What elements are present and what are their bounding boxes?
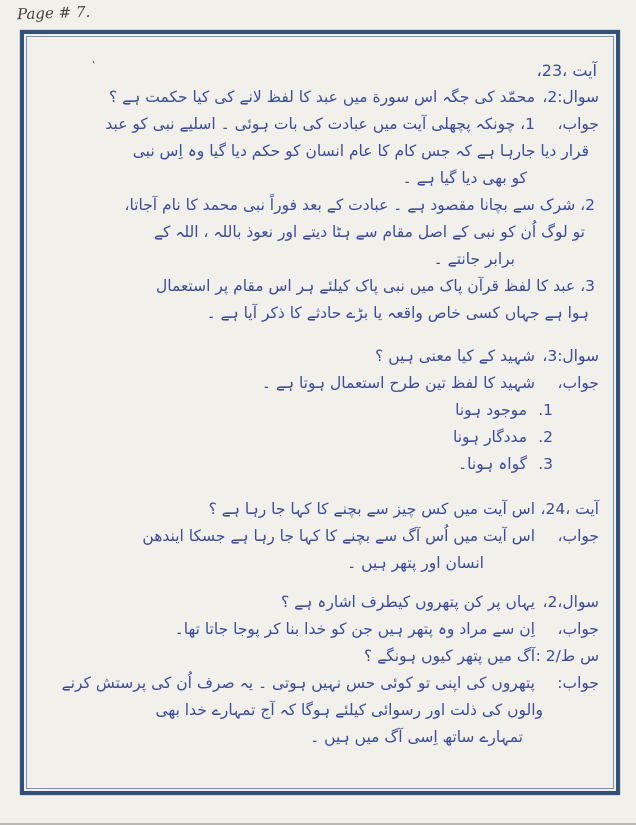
qa-label: س ط/2 :: [535, 647, 599, 665]
text-line: [49, 593, 599, 612]
text-line: [49, 196, 599, 215]
text-line: [49, 554, 599, 573]
qa-label: سوال:2،: [542, 88, 599, 106]
qa-label: سوال،2،: [542, 593, 599, 611]
qa-label: سوال:3،: [542, 347, 599, 365]
line-text: شہید کا لفظ تین طرح استعمال ہوتا ہے ۔: [261, 374, 535, 392]
text-line: [49, 374, 599, 393]
line-text: یہاں پر کن پتھروں کیطرف اشارہ ہے ؟: [281, 593, 535, 611]
text-line: [49, 142, 599, 161]
line-text: پتھروں کی اپنی تو کوئی حس نہیں ہوتی ۔ یہ صرف اُن کی پرستش کرنے: [61, 674, 535, 692]
list-number: 3.: [538, 455, 553, 473]
line-text: 2، شرک سے بچانا مقصود ہے ۔ عبادت کے بعد فوراً نبی محمد کا نام آجاتا،: [124, 196, 595, 214]
text-line: [49, 728, 599, 747]
text-line: [49, 674, 599, 693]
qa-label: جواب،: [557, 115, 599, 133]
line-text: 1، چونکہ پچھلی آیت میں عبادت کی بات ہوئی ۔ اسلیے نبی کو عبد: [105, 115, 535, 133]
line-text: مددگار ہونا: [453, 428, 527, 446]
qa-label: جواب،: [557, 374, 599, 392]
stray-pen-mark: ‵: [92, 60, 95, 75]
qa-label: جواب،: [557, 527, 599, 545]
line-text: گواہ ہونا۔: [458, 455, 527, 473]
text-line: [49, 347, 599, 366]
text-line: [49, 277, 599, 296]
line-text: برابر جانتے ۔: [433, 250, 515, 268]
line-text: محمّد کی جگہ اس سورة میں عبد کا لفظ لانے کی کیا حکمت ہے ؟: [109, 88, 535, 106]
line-text: والوں کی ذلت اور رسوائی کیلئے ہوگا کہ آج تمہارے خدا بھی: [155, 701, 543, 719]
line-text: ہوا ہے جہاں کسی خاص واقعہ یا بڑے حادثے کا ذکر آیا ہے ۔: [206, 304, 589, 322]
text-line: [49, 115, 599, 134]
text-line: [49, 88, 599, 107]
page-border-inner-line: [26, 36, 614, 789]
line-text: کو بھی دیا گیا ہے ۔: [402, 169, 527, 187]
text-line: [49, 500, 599, 519]
text-line: [49, 401, 599, 420]
line-text: تو لوگ اُن کو نبی کے اصل مقام سے ہٹا دیتے اور نعوذ باللہ ، اللہ کے: [153, 223, 585, 241]
line-text: موجود ہونا: [455, 401, 527, 419]
text-line: [49, 701, 599, 720]
text-line: [49, 527, 599, 546]
text-line: [49, 169, 599, 188]
ayat-heading: [49, 61, 599, 80]
line-text: اس آیت میں کس چیز سے بچنے کا کہا جا رہا ہے ؟: [208, 500, 535, 518]
text-line: [49, 250, 599, 269]
text-line: [49, 428, 599, 447]
line-text: آگ میں پتھر کیوں ہونگے ؟: [364, 647, 535, 665]
line-text: اِن سے مراد وہ پتھر ہیں جن کو خدا بنا کر پوجا جاتا تھا۔: [174, 620, 535, 638]
text-line: [49, 647, 599, 666]
document-content: [27, 37, 613, 763]
qa-label: جواب:: [557, 674, 599, 692]
text-line: [49, 304, 599, 323]
list-number: 2.: [538, 428, 553, 446]
line-text: اس آیت میں اُس آگ سے بچنے کا کہا جا رہا ہے جسکا ایندھن: [142, 527, 535, 545]
text-line: [49, 455, 599, 474]
qa-label: جواب،: [557, 620, 599, 638]
line-text: آیت ،23،: [536, 61, 597, 80]
page-border-frame: [20, 30, 620, 795]
line-text: شہید کے کیا معنی ہیں ؟: [375, 347, 535, 365]
text-line: [49, 223, 599, 242]
line-text: قرار دیا جارہا ہے کہ جس کام کا عام انسان کو حکم دیا گیا وہ اِس نبی: [132, 142, 589, 160]
line-text: انسان اور پتھر ہیں ۔: [347, 554, 484, 572]
list-number: 1.: [538, 401, 553, 419]
text-line: [49, 620, 599, 639]
line-text: 3، عبد کا لفظ قرآن پاک میں نبی پاک کیلئے ہر اس مقام پر استعمال: [156, 277, 595, 295]
page-number-label: Page # 7.: [16, 2, 91, 24]
qa-label: آیت ،24،: [540, 500, 599, 518]
line-text: تمہارے ساتھ اِسی آگ میں ہیں ۔: [310, 728, 523, 746]
